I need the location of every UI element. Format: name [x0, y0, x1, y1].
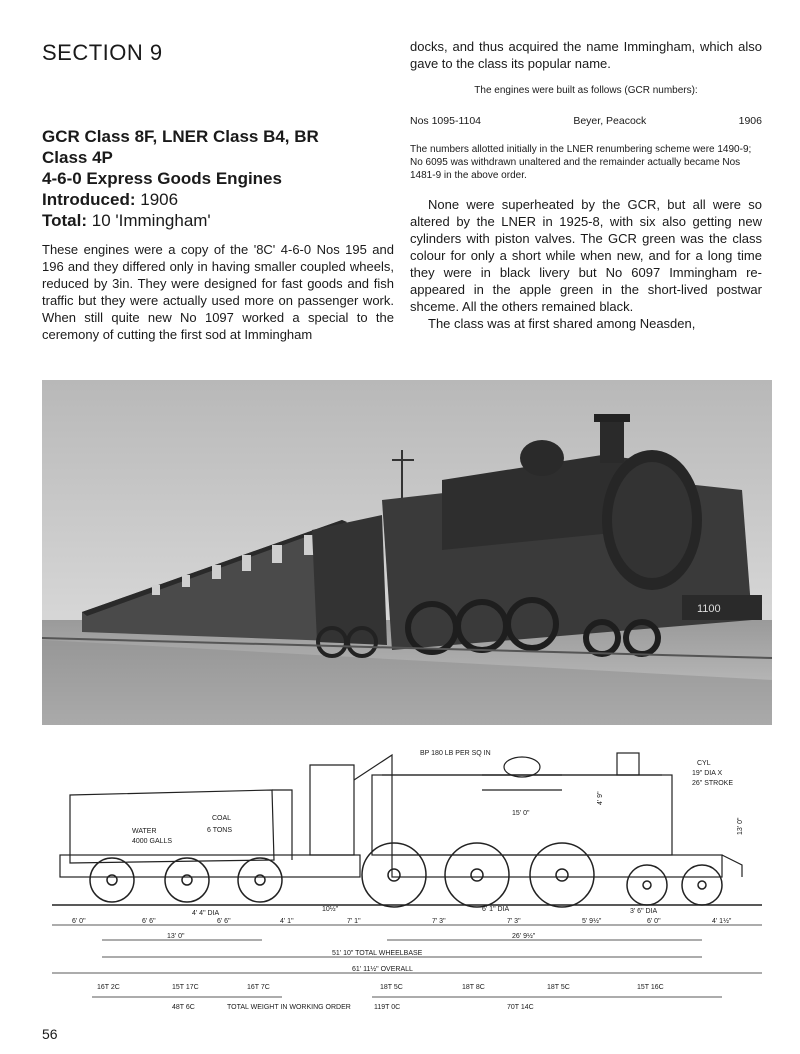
diagram-boiler-pressure: BP 180 LB PER SQ IN — [420, 750, 491, 757]
diagram-dim-5: 7' 1" — [347, 918, 361, 925]
locomotive-diagram-graphic — [42, 735, 772, 1015]
built-nos: Nos 1095-1104 — [410, 115, 482, 127]
diagram-weight-label: TOTAL WEIGHT IN WORKING ORDER — [227, 1004, 351, 1011]
diagram-dim-9: 6' 0" — [647, 918, 661, 925]
diagram-engine-base: 26' 9½" — [512, 933, 536, 940]
diagram-boiler-length: 15' 0" — [512, 810, 530, 817]
built-table-row — [410, 115, 762, 127]
right-paragraph-1: None were superheated by the GCR, but all were so altered by the LNER in 1925-8, with six also getting new cylinders with piston valves. The GCR green was the class colour for only a short while when new, and for a long time they were in black livery but No 6097 Immingham re-appeared in the apple green in the short-lived postwar shceme. All the others remained black. — [410, 197, 762, 314]
diagram-height: 13' 0" — [737, 817, 744, 835]
diagram-dim-10: 4' 1½" — [712, 918, 732, 925]
diagram-axle-weight-4: 18T 5C — [380, 984, 403, 991]
diagram-engine-weight: 70T 14C — [507, 1004, 534, 1011]
introduced-value: 1906 — [140, 190, 179, 209]
total-value: 10 'Immingham' — [91, 211, 211, 230]
diagram-dim-1: 6' 0" — [72, 918, 86, 925]
renumbering-note: The numbers allotted initially in the LNER renumbering scheme were 1490-9; No 6095 was withdrawn unaltered and the remainder actually became Nos 1481-9 in the above order. — [410, 144, 752, 181]
diagram-dim-4: 4' 1" — [280, 918, 294, 925]
built-intro: The engines were built as follows (GCR numbers): — [474, 85, 698, 96]
locomotive-diagram — [42, 735, 772, 1015]
total-line — [42, 210, 394, 231]
diagram-bogie-wheel: 3' 6" DIA — [630, 908, 658, 915]
diagram-dim-6: 7' 3" — [432, 918, 446, 925]
right-column — [410, 38, 762, 332]
diagram-tender-base: 13' 0" — [167, 933, 185, 940]
diagram-axle-weight-7: 15T 16C — [637, 984, 664, 991]
locomotive-photo-graphic — [42, 380, 772, 725]
diagram-dim-7: 7' 3" — [507, 918, 521, 925]
diagram-total-weight: 119T 0C — [374, 1004, 401, 1011]
class-heading-line2: Class 4P — [42, 148, 113, 167]
diagram-water-value: 4000 GALLS — [132, 838, 173, 845]
locomotive-photo — [42, 380, 772, 725]
diagram-coal-label: COAL — [212, 815, 232, 822]
locomotive-number-plate — [697, 603, 721, 615]
page-number: 56 — [42, 1026, 58, 1042]
section-title: SECTION 9 — [42, 40, 163, 65]
locomotive-number-text: 1100 — [697, 603, 721, 615]
built-builder: Beyer, Peacock — [573, 115, 647, 127]
diagram-axle-weight-2: 15T 17C — [172, 984, 199, 991]
diagram-cyl-dia: 19" DIA X — [692, 770, 723, 777]
left-column — [42, 126, 394, 343]
left-paragraph: These engines were a copy of the '8C' 4-6-0 Nos 195 and 196 and they differed only in having smaller coupled wheels, reduced by 3in. They were designed for fast goods and fish traffic but they were actually used more on passenger work. When still quite new No 1097 worked a special to the ceremony of cutting the first sod at Immingham — [42, 242, 394, 342]
diagram-total-wheelbase: 51' 10" TOTAL WHEELBASE — [332, 950, 423, 957]
built-year: 1906 — [738, 115, 762, 127]
diagram-boiler-dia: 4' 9" — [597, 791, 604, 805]
diagram-cyl-label: CYL — [697, 760, 711, 767]
diagram-overall: 61' 11½" OVERALL — [352, 966, 413, 973]
diagram-cyl-stroke: 26" STROKE — [692, 780, 733, 787]
introduced-label: Introduced: — [42, 190, 136, 209]
diagram-water-label: WATER — [132, 828, 157, 835]
diagram-dim-2: 6' 6" — [142, 918, 156, 925]
continuation-paragraph: docks, and thus acquired the name Immingham, which also gave to the class its popular name. — [410, 39, 762, 71]
diagram-axle-weight-5: 18T 8C — [462, 984, 485, 991]
diagram-dim-8: 5' 9½" — [582, 918, 602, 925]
diagram-tender-weight: 48T 6C — [172, 1004, 195, 1011]
diagram-axle-weights — [97, 984, 664, 991]
total-label: Total: — [42, 211, 88, 230]
diagram-coal-value: 6 TONS — [207, 827, 233, 834]
diagram-small-dim: 10½" — [322, 906, 339, 913]
diagram-dimension-row — [72, 917, 732, 925]
introduced-line — [42, 189, 394, 210]
class-heading-line3: 4-6-0 Express Goods Engines — [42, 169, 282, 188]
diagram-axle-weight-6: 18T 5C — [547, 984, 570, 991]
diagram-axle-weight-3: 16T 7C — [247, 984, 270, 991]
diagram-dim-3: 6' 6" — [217, 918, 231, 925]
diagram-tender-wheel: 4' 4" DIA — [192, 910, 220, 917]
diagram-axle-weight-1: 16T 2C — [97, 984, 120, 991]
class-heading-line1: GCR Class 8F, LNER Class B4, BR — [42, 127, 319, 146]
diagram-driving-wheel: 6' 1" DIA — [482, 906, 510, 913]
right-paragraph-2: The class was at first shared among Neasden, — [428, 316, 696, 331]
